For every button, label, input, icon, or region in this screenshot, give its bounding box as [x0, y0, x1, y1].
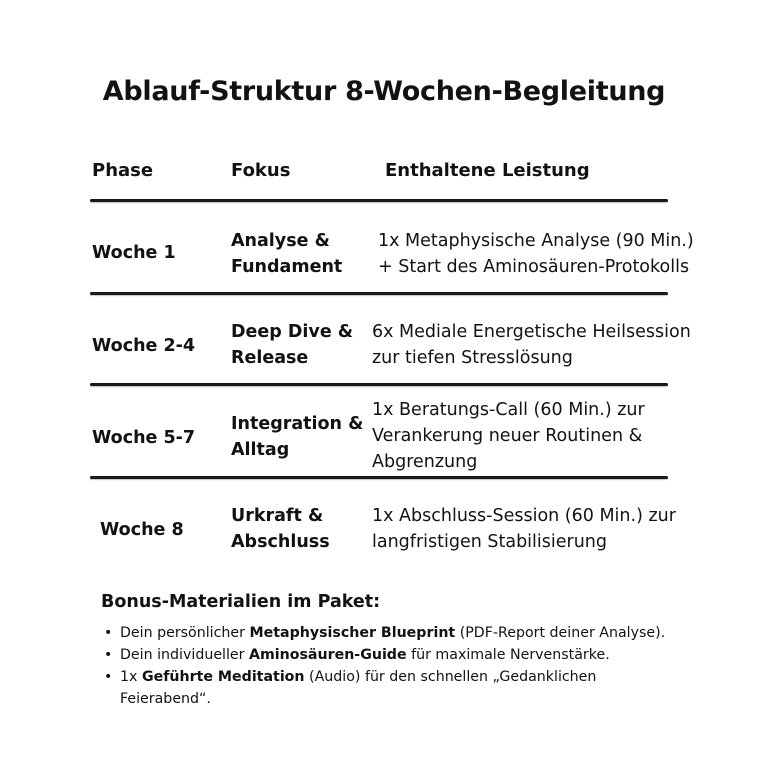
row-2-focus [231, 319, 353, 371]
row-1-focus [231, 228, 342, 280]
table-divider [90, 292, 668, 295]
row-1-desc-line: + Start des Aminosäuren-Protokolls [378, 257, 690, 277]
bonus-item-text: 1x [120, 669, 142, 685]
row-1-focus-line: Analyse & [231, 231, 330, 251]
row-1-desc-line: 1x Metaphysische Analyse (90 Min.) [378, 231, 694, 251]
bullet-icon: • [104, 647, 113, 663]
row-4-focus-line: Urkraft & [231, 506, 324, 526]
row-4-desc-line: 1x Abschluss-Session (60 Min.) zur [372, 506, 676, 526]
bonus-item-text: Dein individueller [120, 647, 249, 663]
row-2-desc-line: zur tiefen Stresslösung [372, 348, 573, 368]
bonus-heading: Bonus-Materialien im Paket: [101, 592, 381, 612]
row-3-focus-line: Alltag [231, 440, 290, 460]
row-4-desc-line: langfristigen Stabilisierung [372, 532, 607, 552]
row-3-description [372, 397, 645, 475]
bullet-icon: • [104, 625, 113, 641]
bonus-item-text: für maximale Nervenstärke. [406, 647, 610, 663]
row-1-phase: Woche 1 [92, 243, 176, 263]
bullet-icon: • [104, 669, 113, 685]
table-divider [90, 383, 668, 386]
row-3-desc-line: 1x Beratungs-Call (60 Min.) zur [372, 400, 645, 420]
row-2-focus-line: Deep Dive & [231, 322, 354, 342]
bonus-item-emphasis: Geführte Meditation [141, 669, 305, 685]
row-1-description [378, 228, 694, 280]
header-fokus: Fokus [231, 160, 291, 181]
row-4-phase: Woche 8 [100, 520, 184, 540]
row-3-desc-line: Abgrenzung [372, 452, 478, 472]
header-leistung: Enthaltene Leistung [385, 160, 590, 181]
table-divider [90, 476, 668, 479]
header-phase: Phase [92, 160, 154, 181]
row-4-focus-line: Abschluss [231, 532, 330, 552]
row-2-description [372, 319, 691, 371]
bonus-item-emphasis: Aminosäuren-Guide [249, 647, 407, 663]
bonus-item-text: (Audio) für den schnellen „Gedanklichen Feierabend“. [120, 669, 597, 707]
row-3-desc-line: Verankerung neuer Routinen & [372, 426, 643, 446]
bonus-item [104, 622, 724, 644]
bonus-item-text: (PDF-Report deiner Analyse). [455, 625, 666, 641]
bonus-item-emphasis: Metaphysischer Blueprint [249, 625, 456, 641]
page-title: Ablauf-Struktur 8-Wochen-Begleitung [102, 76, 666, 107]
row-2-desc-line: 6x Mediale Energetische Heilsession [372, 322, 691, 342]
row-3-focus [231, 411, 363, 463]
row-4-focus [231, 503, 330, 555]
row-4-description [372, 503, 676, 555]
row-3-focus-line: Integration & [231, 414, 364, 434]
row-3-phase: Woche 5-7 [92, 428, 196, 448]
bonus-item-text: Dein persönlicher [120, 625, 250, 641]
row-1-focus-line: Fundament [231, 257, 343, 277]
bonus-item [104, 666, 680, 710]
row-2-focus-line: Release [231, 348, 309, 368]
bonus-list [104, 622, 724, 710]
bonus-item [104, 644, 724, 666]
table-divider [90, 199, 668, 202]
row-2-phase: Woche 2-4 [92, 336, 196, 356]
